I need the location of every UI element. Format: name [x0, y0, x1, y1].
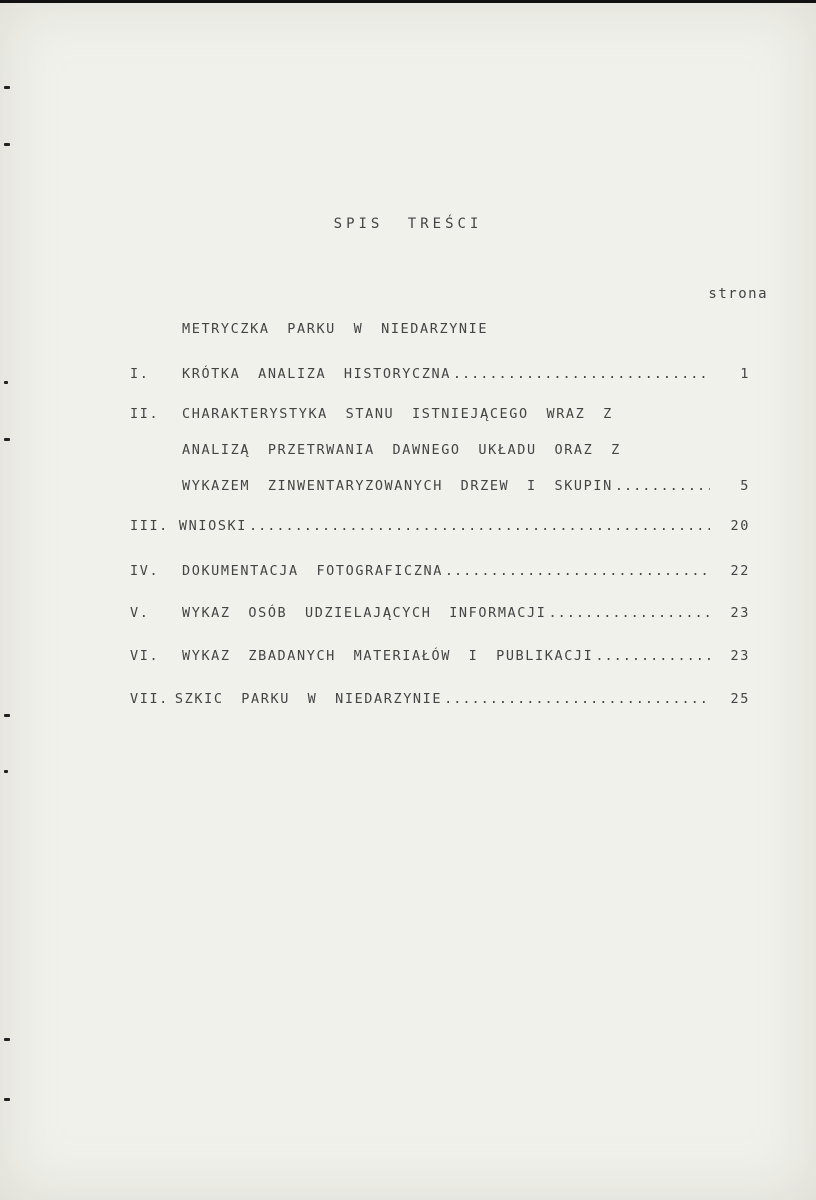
toc-entry-number: IV. — [130, 563, 160, 579]
toc-entry-page: 25 — [730, 691, 750, 707]
dot-leader — [445, 563, 710, 579]
dot-leader — [548, 605, 710, 621]
margin-mark — [4, 770, 8, 773]
margin-mark — [4, 86, 10, 89]
toc-entry-title: WYKAZ OSÓB UDZIELAJĄCYCH INFORMACJI — [182, 605, 547, 621]
toc-entry-page: 23 — [730, 605, 750, 621]
toc-entry-number: VI. — [130, 648, 160, 664]
dot-leader — [249, 518, 710, 534]
metryczka-line — [0, 321, 816, 341]
toc-entry-title-line: CHARAKTERYSTYKA STANU ISTNIEJĄCEGO WRAZ Z — [182, 406, 613, 422]
toc-entry-body — [130, 691, 712, 707]
toc-entry-title: WNIOSKI — [178, 518, 248, 534]
dot-leader — [453, 366, 710, 382]
toc-entry-number: VII. — [130, 691, 169, 707]
toc-entry-body — [182, 605, 712, 621]
dot-leader — [444, 691, 710, 707]
toc-entry-body — [130, 518, 712, 534]
metryczka-text: METRYCZKA PARKU W NIEDARZYNIE — [182, 321, 489, 337]
toc-entry — [0, 648, 816, 668]
toc-entry-body — [182, 366, 712, 382]
dot-leader — [615, 478, 710, 494]
page-column-label: strona — [708, 286, 768, 302]
toc-entry — [0, 691, 816, 711]
toc-entry — [0, 518, 816, 538]
toc-entry-number: III. — [130, 518, 169, 534]
toc-entry-number: II. — [130, 406, 160, 422]
toc-entry-continuation — [0, 442, 816, 462]
toc-entry-body — [182, 563, 712, 579]
toc-entry-page: 20 — [730, 518, 750, 534]
margin-mark — [4, 714, 10, 717]
toc-entry — [0, 605, 816, 625]
toc-entry — [0, 406, 816, 426]
toc-entry-title: DOKUMENTACJA FOTOGRAFICZNA — [182, 563, 443, 579]
toc-entry-body — [182, 478, 712, 494]
toc-entry-title: KRÓTKA ANALIZA HISTORYCZNA — [182, 366, 451, 382]
toc-entry-page: 22 — [730, 563, 750, 579]
toc-entry-page: 5 — [740, 478, 750, 494]
toc-entry-title-line: WYKAZEM ZINWENTARYZOWANYCH DRZEW I SKUPIN — [182, 478, 613, 494]
toc-entry — [0, 366, 816, 386]
toc-entry — [0, 563, 816, 583]
toc-entry-continuation — [0, 478, 816, 498]
margin-mark — [4, 143, 10, 146]
toc-entry-number: V. — [130, 605, 150, 621]
toc-entry-title: WYKAZ ZBADANYCH MATERIAŁÓW I PUBLIKACJI — [182, 648, 594, 664]
toc-entry-title-line: ANALIZĄ PRZETRWANIA DAWNEGO UKŁADU ORAZ Z — [182, 442, 621, 458]
margin-mark — [4, 1098, 10, 1101]
toc-entry-page: 23 — [730, 648, 750, 664]
page-title: SPIS TREŚCI — [333, 216, 483, 232]
toc-entry-page: 1 — [740, 366, 750, 382]
margin-mark — [4, 438, 10, 441]
toc-entry-body — [182, 648, 712, 664]
page-top-edge — [0, 0, 816, 3]
margin-mark — [4, 1038, 10, 1041]
toc-entry-title: SZKIC PARKU W NIEDARZYNIE — [174, 691, 443, 707]
dot-leader — [595, 648, 710, 664]
toc-entry-number: I. — [130, 366, 150, 382]
